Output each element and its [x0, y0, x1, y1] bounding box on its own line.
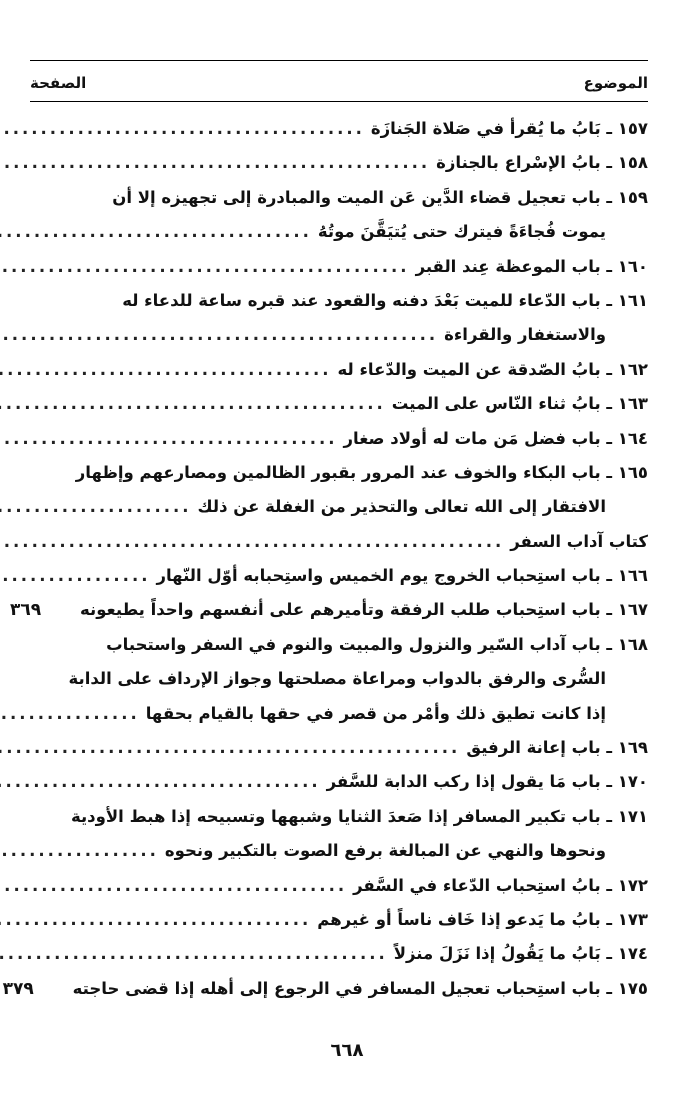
dot-leader — [0, 250, 410, 284]
toc-entry-row — [26, 834, 648, 868]
dot-leader — [0, 490, 192, 524]
dot-leader — [0, 869, 347, 903]
toc-header — [30, 68, 648, 98]
toc-entry-row — [26, 387, 648, 421]
toc-entry-row — [26, 697, 648, 731]
toc-entry-page: ٣٧٩ — [2, 978, 34, 999]
toc-entry — [26, 903, 648, 937]
toc-entry-title: ١٦٩ ـ باب إعانة الرفيق — [466, 738, 648, 758]
header-bottom-rule — [30, 101, 648, 102]
toc-entry — [26, 765, 648, 799]
toc-entry-line: ١٦١ ـ باب الدّعاء للميت بَعْدَ دفنه والقعود عند قبره ساعة للدعاء له — [122, 290, 648, 310]
toc-entry — [26, 112, 648, 146]
toc-entry-line: ١٦٨ ـ باب آداب السّير والنزول والمبيت والنوم في السفر واستحباب — [106, 634, 648, 654]
dot-leader — [0, 318, 438, 352]
toc-entry — [2, 972, 648, 1006]
dot-leader — [0, 903, 311, 937]
dot-leader — [0, 525, 504, 559]
toc-entry-title: ١٧٣ ـ بابُ ما يَدعو إذا خَاف ناساً أو غيرهم — [317, 909, 648, 929]
dot-leader — [0, 559, 150, 593]
toc-entry-title: ١٦٣ ـ بابُ ثناء النّاس على الميت — [391, 394, 648, 414]
toc-entry — [26, 353, 648, 387]
toc-entry — [10, 593, 648, 627]
toc-entry-title: كتاب آداب السفر — [510, 531, 648, 551]
dot-leader — [0, 146, 430, 180]
toc-entry-title: ١٦٤ ـ باب فضل مَن مات له أولاد صغار — [343, 428, 648, 448]
toc-entry-title: ١٦٧ ـ باب استِحباب طلب الرفقة وتأميرهم على أنفسهم واحداً يطيعونه — [80, 600, 648, 620]
toc-entry-row — [26, 250, 648, 284]
toc-entry-line: ١٥٩ ـ باب تعجيل قضاء الدَّين عَن الميت والمبادرة إلى تجهيزه إلا أن — [112, 187, 648, 207]
toc-entry — [26, 456, 648, 525]
page-number: ٦٦٨ — [330, 1040, 364, 1061]
toc-entry — [26, 869, 648, 903]
toc-entry-row — [26, 422, 648, 456]
toc-entry — [26, 731, 648, 765]
toc-entry-title: ١٧٤ ـ بَابُ ما يَقُولُ إذا نَزَلَ منزلاً — [393, 944, 648, 964]
toc-entry-row — [26, 318, 648, 352]
toc-entry — [26, 387, 648, 421]
toc-entry — [26, 181, 648, 250]
header-top-rule — [30, 60, 648, 61]
toc-entry-title: ١٦٢ ـ بابُ الصّدقة عن الميت والدّعاء له — [337, 359, 648, 379]
toc-entry-row — [26, 146, 648, 180]
toc-entry-row — [26, 353, 648, 387]
toc-entry-line: السُّرى والرفق بالدواب ومراعاة مصلحتها وجواز الإرداف على الدابة — [68, 669, 606, 689]
toc-entry-row — [26, 525, 648, 559]
dot-leader — [0, 353, 332, 387]
toc-entry-title: ١٦٦ ـ باب استِحباب الخروج يوم الخميس واستِحبابه أوّل النّهار — [156, 566, 648, 586]
toc-entry-title: ١٧٠ ـ باب مَا يقول إذا ركب الدابة للسَّفر — [326, 772, 648, 792]
toc-entry-title: ١٧٢ ـ بابُ استِحباب الدّعاء في السَّفر — [353, 875, 648, 895]
toc-list — [2, 112, 648, 1006]
toc-entry-row — [26, 731, 648, 765]
topic-column-label: الموضوع — [583, 74, 648, 92]
toc-entry-row — [10, 593, 648, 627]
toc-entry-row — [26, 869, 648, 903]
toc-entry-row — [26, 112, 648, 146]
dot-leader — [0, 697, 140, 731]
toc-entry-row — [2, 972, 648, 1006]
toc-entry — [26, 422, 648, 456]
toc-entry-row — [26, 559, 648, 593]
toc-entry-line: ١٧١ ـ باب تكبير المسافر إذا صَعدَ الثنايا وشبهها وتسبيحه إذا هبط الأودية — [70, 806, 648, 826]
toc-entry-title: ١٧٥ ـ باب استِحباب تعجيل المسافر في الرجوع إلى أهله إذا قضى حاجته — [72, 978, 648, 998]
dot-leader — [0, 834, 159, 868]
toc-entry-title: والاستغفار والقراءة — [444, 325, 606, 345]
toc-entry — [26, 559, 648, 593]
dot-leader — [0, 215, 312, 249]
toc-entry-title: ١٥٨ ـ بابُ الإسْراع بالجنازة — [436, 153, 648, 173]
toc-entry — [26, 800, 648, 869]
toc-entry-page: ٣٦٩ — [10, 600, 42, 621]
toc-entry-row — [26, 903, 648, 937]
dot-leader — [0, 731, 460, 765]
toc-entry-row — [26, 937, 648, 971]
toc-entry-title: ١٥٧ ـ بَابُ ما يُقرأ في صَلاة الجَنازَة — [370, 119, 648, 138]
toc-entry — [26, 937, 648, 971]
toc-entry — [26, 250, 648, 284]
dot-leader — [0, 387, 386, 421]
toc-entry-line: ١٦٥ ـ باب البكاء والخوف عند المرور بقبور الظالمين ومصارعهم وإظهار — [75, 462, 648, 482]
toc-entry-row — [26, 490, 648, 524]
dot-leader — [0, 937, 388, 971]
toc-entry — [26, 628, 648, 731]
dot-leader — [0, 422, 338, 456]
dot-leader — [0, 112, 365, 146]
toc-entry-title: إذا كانت تطيق ذلك وأمْر من قصر في حقها بالقيام بحقها — [145, 703, 606, 723]
toc-entry-title: ونحوها والنهي عن المبالغة برفع الصوت بالتكبير ونحوه — [164, 841, 606, 861]
toc-entry-title: الافتقار إلى الله تعالى والتحذير من الغفلة عن ذلك — [197, 497, 606, 517]
toc-entry-title: يموت فُجاءَةً فيترك حتى يُتيَقَّنَ موتُهُ — [317, 222, 606, 242]
toc-entry — [26, 284, 648, 353]
page-column-label: الصفحة — [30, 74, 87, 92]
toc-entry — [26, 146, 648, 180]
toc-entry-title: ١٦٠ ـ باب الموعظة عِند القبر — [415, 256, 648, 276]
toc-entry-row — [26, 765, 648, 799]
toc-entry — [26, 525, 648, 559]
dot-leader — [0, 765, 321, 799]
toc-entry-row — [26, 215, 648, 249]
